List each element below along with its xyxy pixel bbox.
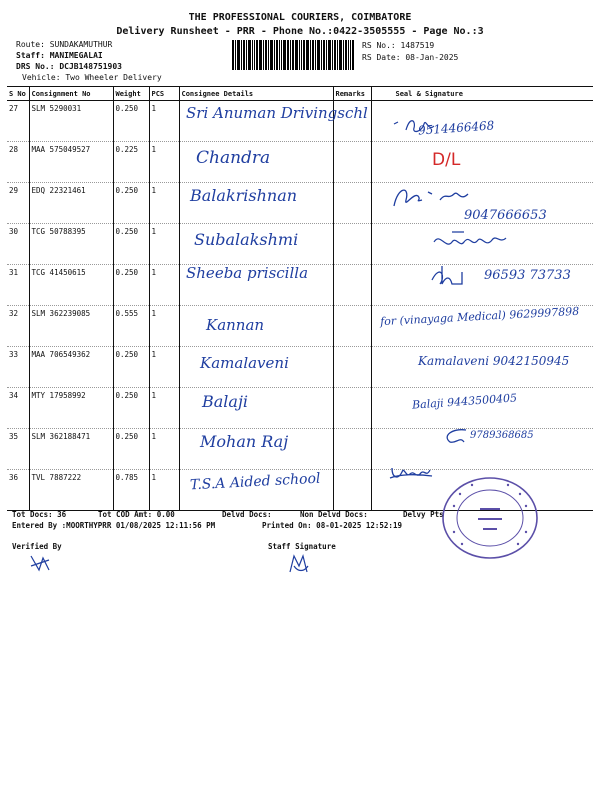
company-title: THE PROFESSIONAL COURIERS, COIMBATORE (188, 12, 412, 23)
col-header-consignment: Consignment No (29, 87, 113, 101)
cell-consignment-no: TVL 7887222 (29, 470, 113, 511)
handwritten-consignee: T.S.A Aided school (189, 470, 321, 494)
cell-pcs: 1 (149, 470, 179, 511)
cell-remarks (333, 224, 371, 265)
handwritten-signature-text: Balaji 9443500405 (411, 391, 518, 412)
cell-sno: 28 (7, 142, 29, 183)
handwritten-phone: 9047666653 (464, 208, 547, 223)
handwritten-delivery-mark: D/L (432, 150, 461, 170)
cell-sno: 32 (7, 306, 29, 347)
signature-scribble (428, 262, 484, 288)
col-header-signature: Seal & Signature (371, 87, 593, 101)
cell-weight: 0.250 (113, 429, 149, 470)
cell-sno: 30 (7, 224, 29, 265)
entered-by: Entered By :MOORTHYPRR 01/08/2025 12:11:56 PM (12, 521, 216, 530)
cell-weight: 0.250 (113, 183, 149, 224)
cell-remarks (333, 183, 371, 224)
cell-remarks (333, 470, 371, 511)
cell-weight: 0.250 (113, 101, 149, 142)
cell-consignment-no: MAA 706549362 (29, 347, 113, 388)
cell-remarks (333, 306, 371, 347)
total-docs: Tot Docs: 36 (12, 510, 67, 519)
cell-weight: 0.250 (113, 347, 149, 388)
cell-weight: 0.250 (113, 224, 149, 265)
route-label: Route: SUNDAKAMUTHUR (16, 40, 113, 49)
signature-scribble (390, 112, 440, 138)
handwritten-consignee: Balaji (202, 392, 249, 411)
handwritten-consignee: Sri Anuman Drivingschl (186, 104, 368, 122)
cell-sno: 31 (7, 265, 29, 306)
cell-pcs: 1 (149, 224, 179, 265)
delivery-points: Delvy Pts (403, 510, 444, 519)
cell-consignment-no: TCG 50788395 (29, 224, 113, 265)
cell-pcs: 1 (149, 347, 179, 388)
rs-date: RS Date: 08-Jan-2025 (362, 53, 459, 62)
handwritten-consignee: Kannan (206, 316, 265, 334)
cell-consignment-no: SLM 362188471 (29, 429, 113, 470)
col-header-pcs: PCS (149, 87, 179, 101)
handwritten-phone: 9789368685 (470, 430, 534, 441)
cell-weight: 0.250 (113, 388, 149, 429)
cell-pcs: 1 (149, 265, 179, 306)
signature-scribble (440, 426, 470, 446)
cell-pcs: 1 (149, 306, 179, 347)
cell-pcs: 1 (149, 388, 179, 429)
signature-scribble (430, 228, 520, 252)
cell-pcs: 1 (149, 183, 179, 224)
col-header-sno: S No (7, 87, 29, 101)
cell-consignment-no: EDQ 22321461 (29, 183, 113, 224)
office-seal-icon (440, 476, 540, 560)
cell-remarks (333, 429, 371, 470)
barcode-icon (232, 40, 354, 70)
cell-weight: 0.555 (113, 306, 149, 347)
cell-sno: 35 (7, 429, 29, 470)
col-header-consignee: Consignee Details (179, 87, 333, 101)
staff-signature-label: Staff Signature (268, 542, 336, 551)
handwritten-consignee: Subalakshmi (194, 230, 299, 249)
col-header-weight: Weight (113, 87, 149, 101)
cell-pcs: 1 (149, 429, 179, 470)
handwritten-consignee: Chandra (196, 148, 271, 168)
rs-number: RS No.: 1487519 (362, 41, 435, 50)
cell-sno: 33 (7, 347, 29, 388)
cell-weight: 0.250 (113, 265, 149, 306)
cell-remarks (333, 142, 371, 183)
handwritten-consignee: Mohan Raj (200, 432, 289, 451)
non-delivered-docs: Non Delvd Docs: (300, 510, 368, 519)
cell-weight: 0.785 (113, 470, 149, 511)
staff-signature-scribble (286, 552, 312, 576)
cell-weight: 0.225 (113, 142, 149, 183)
staff-label: Staff: MANIMEGALAI (16, 51, 103, 60)
delivered-docs: Delvd Docs: (222, 510, 272, 519)
cell-remarks (333, 388, 371, 429)
handwritten-consignee: Balakrishnan (190, 186, 298, 205)
cell-remarks (333, 265, 371, 306)
cell-consignment-no: SLM 362239085 (29, 306, 113, 347)
cell-consignment-no: MAA 575049527 (29, 142, 113, 183)
table-row (7, 142, 593, 183)
handwritten-signature-text: Kamalaveni 9042150945 (418, 354, 570, 368)
cell-seal-signature (371, 142, 593, 183)
cell-remarks (333, 347, 371, 388)
cell-sno: 34 (7, 388, 29, 429)
drs-label: DRS No.: DCJB148751903 (16, 62, 122, 71)
verifier-signature-scribble (28, 552, 54, 574)
vehicle-label: Vehicle: Two Wheeler Delivery (22, 73, 162, 82)
runsheet-subtitle: Delivery Runsheet - PRR - Phone No.:0422-3505555 - Page No.:3 (116, 26, 484, 37)
table-header-row (7, 87, 593, 101)
handwritten-phone: 9514466468 (417, 118, 495, 138)
cell-consignment-no: MTY 17958992 (29, 388, 113, 429)
cell-pcs: 1 (149, 142, 179, 183)
total-cod-amount: Tot COD Amt: 0.00 (98, 510, 175, 519)
cell-sno: 29 (7, 183, 29, 224)
signature-scribble (388, 180, 478, 212)
cell-consignment-no: TCG 41450615 (29, 265, 113, 306)
cell-sno: 36 (7, 470, 29, 511)
handwritten-consignee: Kamalaveni (200, 354, 289, 372)
cell-pcs: 1 (149, 101, 179, 142)
handwritten-signature-text: for (vinayaga Medical) 9629997898 (379, 304, 580, 329)
cell-sno: 27 (7, 101, 29, 142)
verified-by-label: Verified By (12, 542, 62, 551)
runsheet-table (7, 86, 593, 511)
handwritten-phone: 96593 73733 (484, 268, 571, 283)
cell-consignment-no: SLM 5290031 (29, 101, 113, 142)
col-header-remarks: Remarks (333, 87, 371, 101)
printed-on: Printed On: 08-01-2025 12:52:19 (262, 521, 402, 530)
handwritten-consignee: Sheeba priscilla (186, 264, 309, 282)
signature-scribble (388, 460, 436, 482)
